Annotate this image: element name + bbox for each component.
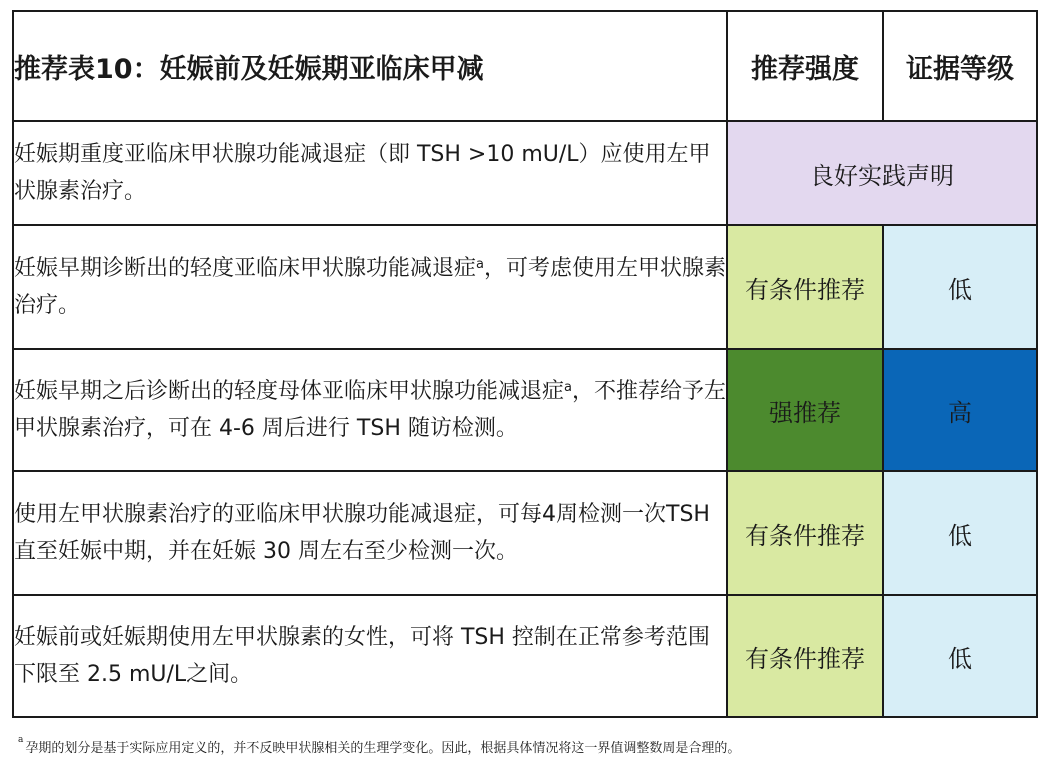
strength-cell: 有条件推荐 [727,225,883,349]
recommendation-table [12,10,1038,718]
evidence-cell: 低 [883,595,1037,717]
table-row [13,595,1037,717]
statement-text: ，可考虑使用左甲状腺素治疗。 [14,256,726,318]
statement-text: 妊娠早期诊断出的轻度亚临床甲状腺功能减退症 [14,256,477,281]
strength-cell: 强推荐 [727,349,883,471]
footnote-marker: a [564,380,572,395]
good-practice-statement-cell: 良好实践声明 [727,121,1037,225]
header-recommendation-strength: 推荐强度 [727,11,883,121]
recommendation-statement [13,225,727,349]
evidence-cell: 高 [883,349,1037,471]
table-title: 推荐表10：妊娠前及妊娠期亚临床甲减 [13,11,727,121]
header-evidence-level: 证据等级 [883,11,1037,121]
table-header-row [13,11,1037,121]
evidence-cell: 低 [883,471,1037,595]
recommendation-statement: 妊娠前或妊娠期使用左甲状腺素的女性，可将 TSH 控制在正常参考范围下限至 2.5 mU/L之间。 [13,595,727,717]
table-row [13,349,1037,471]
evidence-cell: 低 [883,225,1037,349]
strength-cell: 有条件推荐 [727,595,883,717]
footnote [18,737,740,756]
footnote-text: 孕期的划分是基于实际应用定义的，并不反映甲状腺相关的生理学变化。因此，根据具体情况将这一界值调整数周是合理的。 [25,741,741,756]
table-row [13,121,1037,225]
footnote-mark: a [18,735,24,745]
strength-cell: 有条件推荐 [727,471,883,595]
statement-text: ，不推荐给予左甲状腺素治疗，可在 4-6 周后进行 TSH 随访检测。 [14,379,726,441]
statement-text: 妊娠早期之后诊断出的轻度母体亚临床甲状腺功能减退症 [14,379,565,404]
footnote-marker: a [476,257,484,272]
recommendation-statement [13,349,727,471]
recommendation-statement: 使用左甲状腺素治疗的亚临床甲状腺功能减退症，可每4周检测一次TSH直至妊娠中期，并在妊娠 30 周左右至少检测一次。 [13,471,727,595]
recommendation-statement: 妊娠期重度亚临床甲状腺功能减退症（即 TSH >10 mU/L）应使用左甲状腺素治疗。 [13,121,727,225]
table-row [13,471,1037,595]
table-row [13,225,1037,349]
